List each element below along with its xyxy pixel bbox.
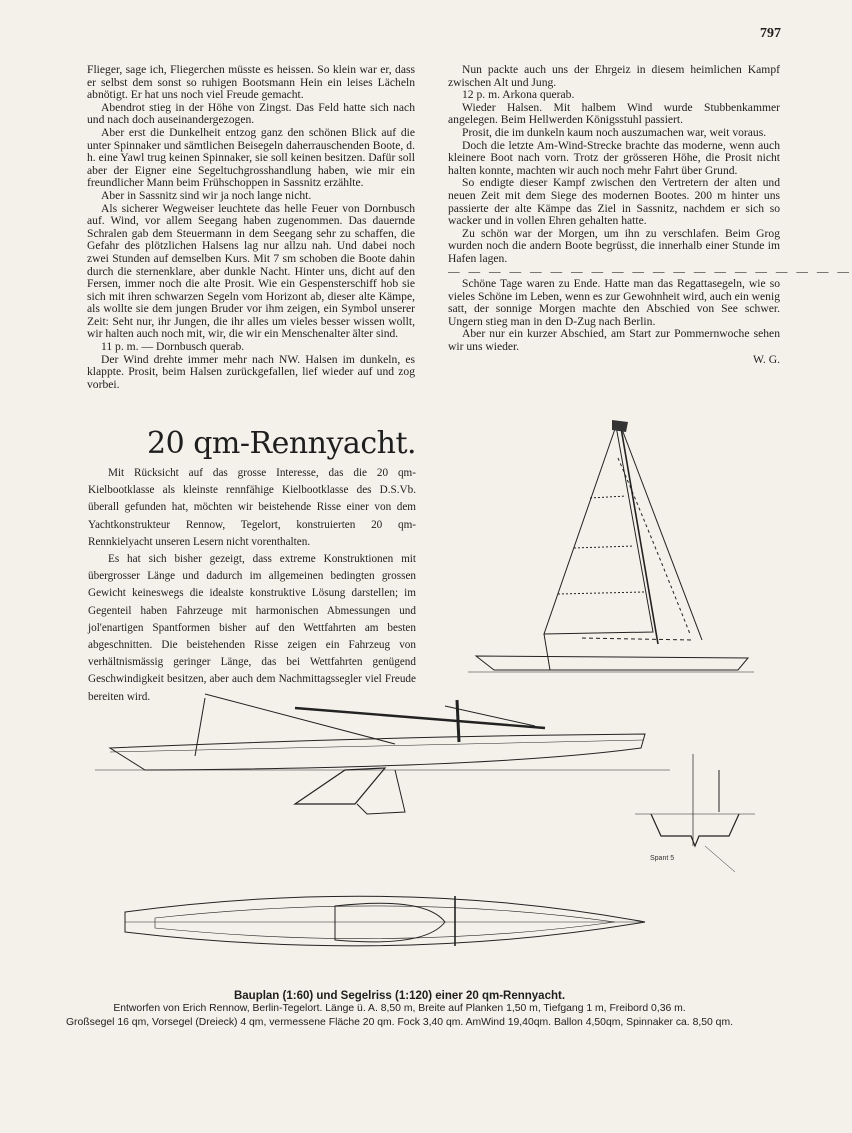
construction-plan-drawing [95, 696, 785, 986]
paragraph: Nun packte auch uns der Ehrgeiz in diesem heimlichen Kampf zwischen Alt und Jung. [448, 63, 780, 89]
paragraph: So endigte dieser Kampf zwischen den Vertretern der alten und neuen Zeit mit dem Siege des modernen Bootes. 200 m hinter uns passierte der alte Kämpe das Ziel in Sassnitz, nachdem er sich so wacker und in vollen Ehren gehalten hatte. [448, 176, 780, 228]
page-number: 797 [760, 26, 781, 41]
paragraph: Wieder Halsen. Mit halbem Wind wurde Stubbenkammer angelegen. Beim Hellwerden Königsstuhl passiert. [448, 100, 780, 127]
paragraph: 12 p. m. Arkona querab. [462, 88, 575, 102]
paragraph: Flieger, sage ich, Fliegerchen müsste es heissen. So klein war er, dass er selbst dem sonst so ruhigen Bootsmann Hein ein leises Lächeln abnötigt. Er hat uns noch viel Freude gemacht. [87, 63, 415, 102]
right-text-column [448, 63, 852, 366]
paragraph: Als sicherer Wegweiser leuchtete das helle Feuer von Dornbusch auf. Wind, vor allem Seegang haben zugenommen. Das dauernde Schralen gab dem Steuermann in dem Seegang sehr zu schaffen, die Gefahr des plötzlichen Halsens lag nur allzu nah. Und dabei noch zwei Stunden auf demselben Kurs. Mit 7 sm schoben die Boote dahin durch die sternenklare, aber dunkle Nacht. Hinter uns, dicht auf den Fersen, immer noch die alte Prosit. Wie ein Gespensterschiff hob sie sich mit ihren schwarzen Segeln vom Horizont ab, dieser alte Kämpe, als wollte sie dem jungen Bruder vor ihm zeigen, ein Symbol unserer Zeit: Seht nur, ihr Jungen, die ihr alles um vieles besser wissen wollt, wir halten auch noch mit, wir, die wir ein Menschenalter älter sind. [87, 201, 415, 341]
paragraph: Mit Rücksicht auf das grosse Interesse, das die 20 qm-Kielbootklasse als kleinste rennfähige Kielbootklasse des D.S.Vb. überall gefunden hat, möchten wir beistehende Risse einer von dem Yachtkonstrukteur Rennow, Tegelort, konstruierten 20 qm-Rennkielyacht unseren Lesern nicht vorenthalten. [88, 467, 416, 548]
sail-plan-drawing [458, 408, 754, 676]
article-title: 20 qm-Rennyacht. [147, 426, 417, 461]
caption-line-2: Großsegel 16 qm, Vorsegel (Dreieck) 4 qm, vermessene Fläche 20 qm. Fock 3,40 qm. AmWind 19,40qm. Ballon 4,50qm, Spinnaker ca. 8,50 qm. [65, 1017, 734, 1028]
paragraph: Aber erst die Dunkelheit entzog ganz den schönen Blick auf die unter Spinnaker und sämtlichen Beisegeln daherrauschenden Boote, d. h. eine Yawl trug keinen Spinnaker, sie soll keinen besitzen. Dafür soll aber der Eigner eine Segeltuchgrosshandlung haben, wie mir ein freundlicher Mann beim Frühschoppen in Sassnitz erzählte. [87, 125, 415, 190]
paragraph: Abendrot stieg in der Höhe von Zingst. Das Feld hatte sich nach und nach doch auseinandergezogen. [87, 100, 415, 127]
figure-caption [0, 990, 799, 1030]
paragraph: Doch die letzte Am-Wind-Strecke brachte das moderne, wenn auch kleinere Boot nach vorn. Trotz der grösseren Höhe, die Prosit nicht halten konnte, machten wir auch noch mehr Fahrt über Grund. [448, 138, 780, 177]
caption-title: Bauplan (1:60) und Segelriss (1:120) einer 20 qm-Rennyacht. [233, 990, 566, 1002]
caption-line-1: Entworfen von Erich Rennow, Berlin-Tegelort. Länge ü. A. 8,50 m, Breite auf Planken 1,50 m, Tiefgang 1 m, Freibord 0,36 m. [113, 1003, 686, 1014]
paragraph: Es hat sich bisher gezeigt, dass extreme Konstruktionen mit übergrosser Länge und dadurch im allgemeinen bedingten grossen Gewicht keineswegs die idealste konstruktive Lösung darstellen; im Gegenteil haben Fahrzeuge mit harmonischen Abmessungen und jol'enartigen Spantformen bisher auf den Wettfahrten am besten abgeschnitten. Die beistehenden Risse zeigen ein Fahrzeug von verhältnismässig geringer Länge, das bei Wettfahrten genügend Geschwindigkeit besitzen, aber auch dem Nachmittagssegler viel Freude bereiten wird. [88, 553, 416, 703]
article-body [88, 465, 416, 706]
paragraph: Aber in Sassnitz sind wir ja noch lange nicht. [101, 188, 312, 202]
paragraph: 11 p. m. — Dornbusch querab. [101, 340, 245, 354]
paragraph: Prosit, die im dunkeln kaum noch auszumachen war, weit voraus. [462, 125, 767, 139]
paragraph: Zu schön war der Morgen, um ihn zu verschlafen. Beim Grog wurden noch die andern Boote begrüsst, die innerhalb einer Stunde im Hafen lagen. [448, 226, 780, 265]
author-signoff: W. G. [753, 352, 780, 366]
paragraph: Schöne Tage waren zu Ende. Hatte man das Regattasegeln, wie so vieles Schöne im Leben, wenn es zur Gewohnheit wird, auch ein wenig satt, der sonnige Morgen machte den Abschied von See schwer. Ungern stieg man in den D-Zug nach Berlin. [448, 277, 780, 328]
left-text-column [87, 64, 415, 391]
paragraph: Aber nur ein kurzer Abschied, am Start zur Pommernwoche sehen wir uns wieder. [448, 327, 780, 354]
paragraph: Der Wind drehte immer mehr nach NW. Halsen im dunkeln, es klappte. Prosit, beim Halsen zurückgefallen, lief wieder auf und zog vorbei. [87, 352, 415, 391]
section-separator: — — — — — — — — — — — — — — — — — — — — [448, 264, 852, 278]
section-label: Spant 5 [650, 855, 675, 862]
